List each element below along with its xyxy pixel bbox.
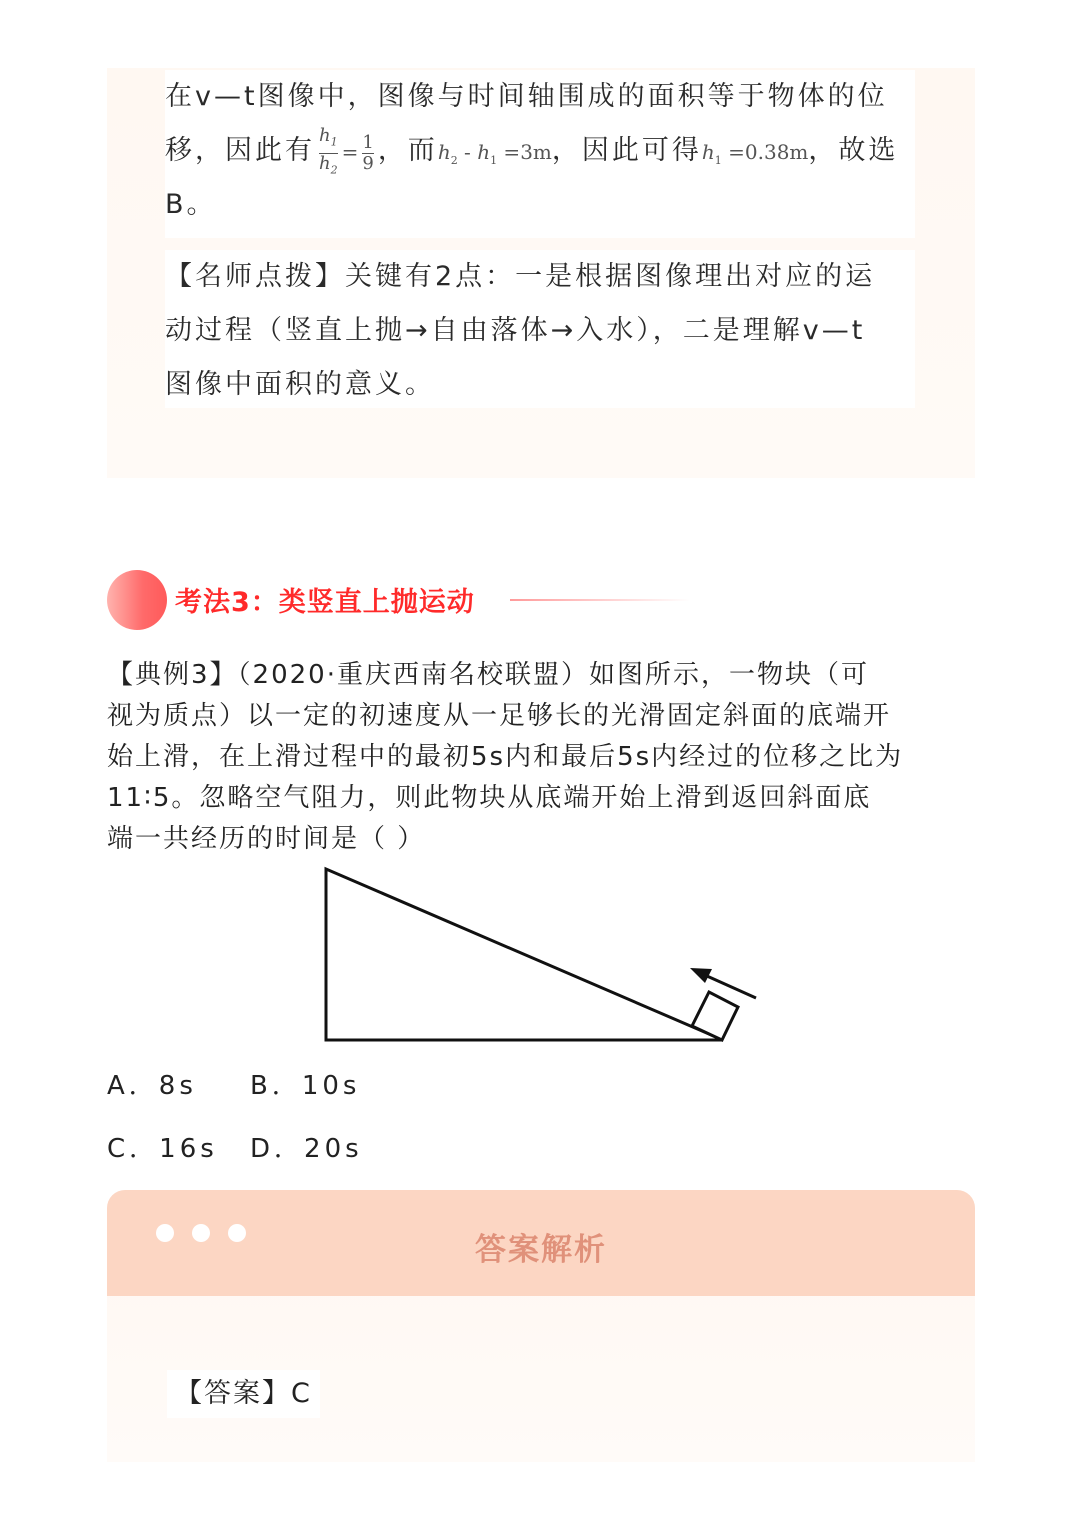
options-row-1 (107, 1065, 360, 1102)
section-header (107, 570, 807, 630)
frac-den: 9 (362, 153, 374, 174)
explanation-line-1: 在v—t图像中，图像与时间轴围成的面积等于物体的位 (165, 81, 888, 112)
var-h: h (477, 140, 491, 164)
incline-diagram (320, 862, 770, 1052)
tip-line-2: 动过程（竖直上抛→自由落体→入水），二是理解v—t (165, 315, 866, 346)
fraction-1-9 (362, 133, 373, 174)
tip-line-3: 图像中面积的意义。 (165, 369, 435, 400)
frac-num-sub: 1 (330, 136, 338, 149)
answer-card (107, 1190, 975, 1462)
answer-text: 【答案】C (167, 1370, 320, 1418)
formula-value: =0.38m (721, 140, 809, 164)
teacher-tip-paragraph (165, 250, 915, 408)
incline-triangle (326, 869, 723, 1040)
var-sub: 2 (450, 154, 458, 167)
explanation-text: 移，因此有 (165, 135, 315, 166)
block-square (692, 992, 738, 1040)
velocity-arrow-head (690, 968, 712, 983)
difference-formula (437, 140, 552, 167)
frac-den-sub: 2 (330, 163, 338, 177)
var-sub: 1 (714, 154, 722, 167)
explanation-paragraph (165, 70, 915, 238)
var-sub: 1 (490, 154, 498, 167)
problem-line-4: 11∶5。忽略空气阻力，则此物块从底端开始上滑到返回斜面底 (107, 783, 872, 813)
problem-line-1: 【典例3】（2020·重庆西南名校联盟）如图所示，一物块（可 (107, 660, 869, 690)
problem-line-5: 端一共经历的时间是（ ） (107, 824, 426, 854)
ratio-formula (315, 125, 378, 177)
formula-value: =3m (497, 140, 552, 164)
answer-header (107, 1190, 975, 1296)
option-d[interactable]: D．20s (250, 1134, 363, 1164)
explanation-line-2 (165, 124, 915, 178)
problem-statement (107, 655, 977, 860)
problem-line-3: 始上滑，在上滑过程中的最初5s内和最后5s内经过的位移之比为 (107, 742, 904, 772)
minus-sign: - (457, 140, 478, 164)
equals-sign: = (341, 140, 359, 164)
section-divider (510, 599, 690, 601)
explanation-text: ，故选 (808, 135, 899, 166)
option-a[interactable]: A．8s (107, 1071, 197, 1101)
section-dot-icon (107, 570, 167, 630)
frac-num: 1 (362, 132, 374, 153)
var-h: h (437, 140, 451, 164)
option-c[interactable]: C．16s (107, 1134, 218, 1164)
section-title: 考法3：类竖直上抛运动 (175, 587, 475, 618)
frac-den: h (319, 153, 331, 174)
frac-num: h (319, 125, 331, 147)
explanation-text: ，而 (377, 135, 438, 166)
explanation-text: ，因此可得 (551, 135, 702, 166)
options-row-2 (107, 1128, 363, 1165)
explanation-line-3: B。 (165, 189, 217, 220)
answer-title: 答案解析 (475, 1232, 607, 1268)
tip-line-1: 【名师点拨】关键有2点：一是根据图像理出对应的运 (165, 261, 876, 292)
option-b[interactable]: B．10s (250, 1071, 361, 1101)
result-formula (701, 140, 809, 167)
var-h: h (701, 140, 715, 164)
fraction-h1-h2 (319, 126, 338, 180)
problem-line-2: 视为质点）以一定的初速度从一足够长的光滑固定斜面的底端开 (107, 701, 892, 731)
